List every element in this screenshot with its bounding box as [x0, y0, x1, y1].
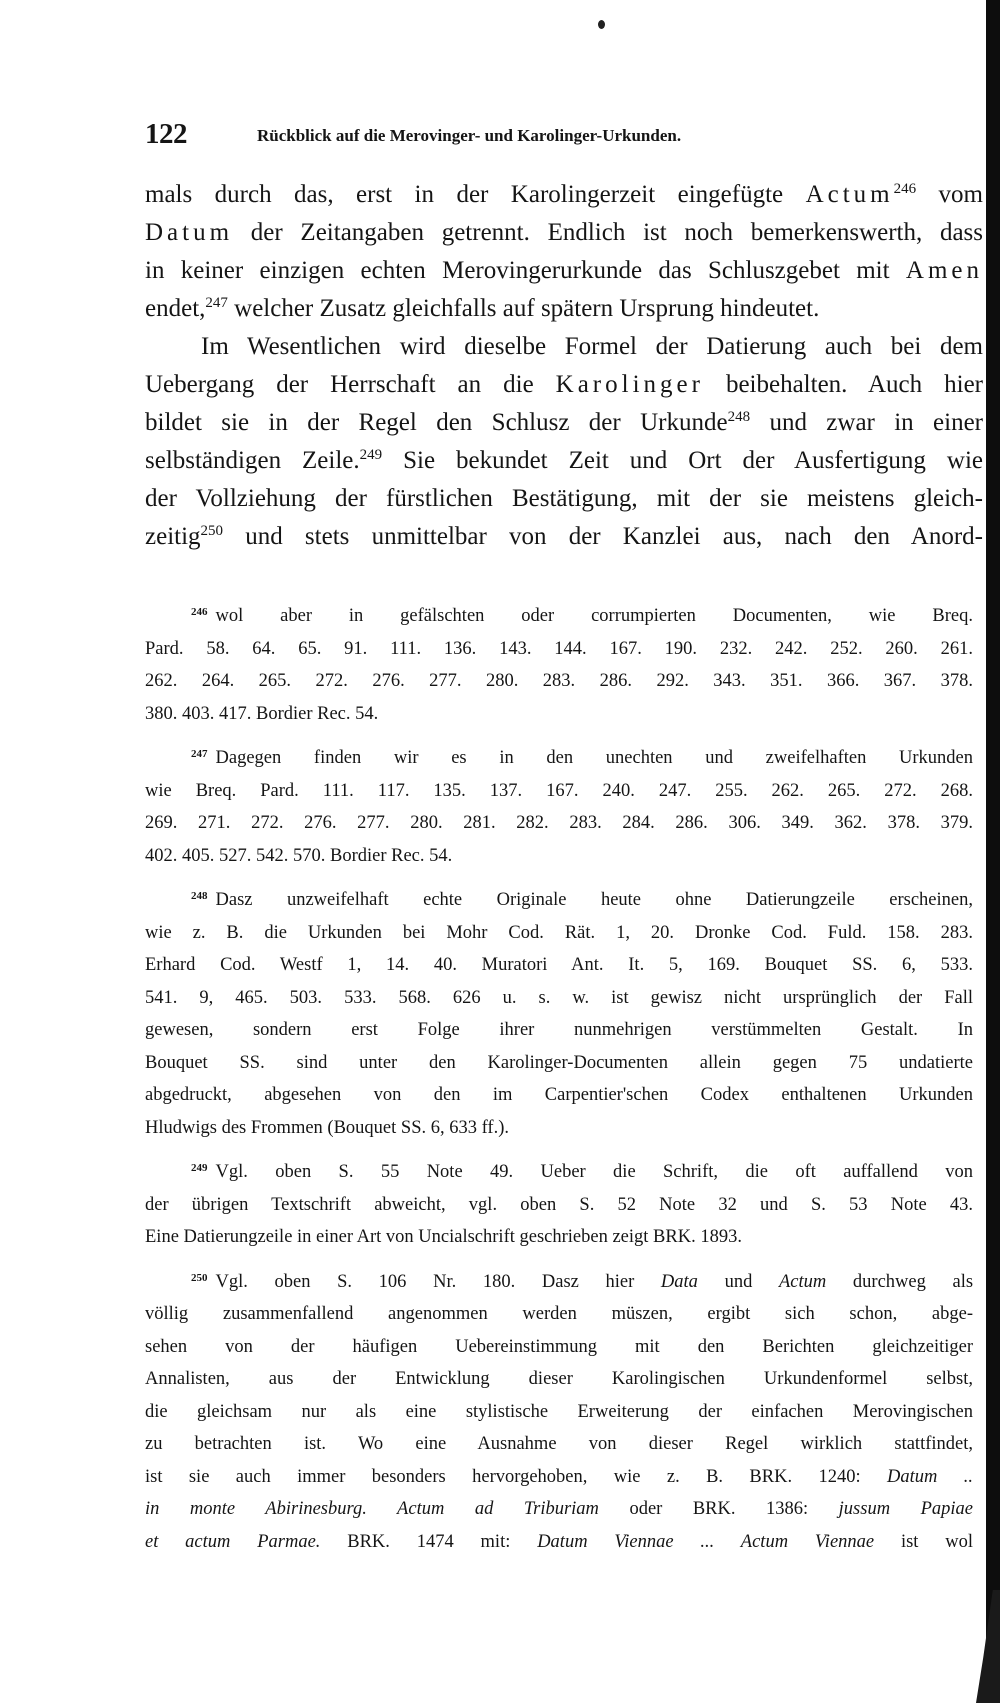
footnote-line: abgedruckt, abgesehen von den im Carpentier'schen Codex enthaltenen Urkunden	[145, 1085, 973, 1105]
text-line: zeitig$^{250}$ und stets unmittelbar von der Kanzlei aus, nach den Anord-	[145, 523, 984, 550]
footnote-line: 402. 405. 527. 542. 570. Bordier Rec. 54.	[145, 845, 453, 866]
footnote-line: wie z. B. die Urkunden bei Mohr Cod. Rät. 1, 20. Dronke Cod. Fuld. 158. 283.	[145, 922, 973, 943]
footnote-line: gewesen, sondern erst Folge ihrer nunmehrigen verstümmelten Gestalt. In	[145, 1020, 973, 1040]
main-text	[145, 176, 983, 556]
footnote-250	[145, 1266, 973, 1559]
page-edge-shadow	[986, 0, 1000, 1703]
footnote-249	[145, 1156, 973, 1254]
footnote-ref: 247	[205, 295, 228, 311]
footnote-line: in monte Abirinesburg. Actum ad Triburiam oder BRK. 1386: jussum Papiae	[145, 1499, 973, 1519]
footnote-line: $^{250}$ Vgl. oben S. 106 Nr. 180. Dasz hier Data und Actum durchweg als	[191, 1271, 974, 1292]
footnote-line: 380. 403. 417. Bordier Rec. 54.	[145, 703, 379, 724]
footnote-248	[145, 884, 973, 1144]
text-line: selbständigen Zeile.$^{249}$ Sie bekundet Zeit und Ort der Ausfertigung wie	[145, 447, 983, 474]
footnote-246	[145, 600, 973, 730]
footnote-line: völlig zusammenfallend angenommen werden müszen, ergibt sich schon, abge-	[145, 1304, 973, 1324]
footnote-ref: 249	[359, 447, 383, 463]
footnote-line: ist sie auch immer besonders hervorgehoben, wie z. B. BRK. 1240: Datum ..	[145, 1466, 973, 1487]
footnote-line: Eine Datierungzeile in einer Art von Uncialschrift geschrieben zeigt BRK. 1893.	[145, 1227, 742, 1247]
footnote-line: wie Breq. Pard. 111. 117. 135. 137. 167. 240. 247. 255. 262. 265. 272. 268.	[145, 780, 973, 801]
footnote-line: sehen von der häufigen Uebereinstimmung mit den Berichten gleichzeitiger	[145, 1336, 973, 1357]
text-line: der Vollziehung der fürstlichen Bestätigung, mit der sie meistens gleich-	[145, 485, 983, 512]
text-line: in keiner einzigen echten Merovingerurkunde das Schluszgebet mit Amen	[145, 257, 984, 284]
footnote-line: Pard. 58. 64. 65. 91. 111. 136. 143. 144. 167. 190. 232. 242. 252. 260. 261.	[145, 638, 973, 659]
footnote-line: 262. 264. 265. 272. 276. 277. 280. 283. 286. 292. 343. 351. 366. 367. 378.	[145, 671, 973, 691]
footnote-line: Annalisten, aus der Entwicklung dieser Karolingischen Urkundenformel selbst,	[145, 1369, 973, 1389]
footnotes	[145, 600, 973, 1570]
footnote-ref: 246	[893, 181, 917, 197]
footnote-number: 246	[191, 606, 208, 618]
running-head: Rückblick auf die Merovinger- und Karolinger-Urkunden.	[257, 126, 682, 145]
footnote-line: $^{248}$ Dasz unzweifelhaft echte Originale heute ohne Datierungzeile erscheinen,	[191, 890, 973, 910]
footnote-line: $^{249}$ Vgl. oben S. 55 Note 49. Ueber die Schrift, die oft auffallend von	[191, 1162, 973, 1182]
footnote-number: 249	[191, 1162, 208, 1174]
text-line: Uebergang der Herrschaft an die Karolinger beibehalten. Auch hier	[145, 371, 983, 398]
footnote-number: 250	[191, 1271, 208, 1284]
footnote-247	[145, 742, 973, 872]
footnote-line: $^{247}$ Dagegen finden wir es in den unechten und zweifelhaften Urkunden	[191, 748, 973, 768]
footnote-line: die gleichsam nur als eine stylistische Erweiterung der einfachen Merovingischen	[145, 1401, 973, 1422]
footnote-line: 269. 271. 272. 276. 277. 280. 281. 282. 283. 284. 286. 306. 349. 362. 378. 379.	[145, 813, 973, 833]
footnote-number: 247	[191, 748, 208, 760]
footnote-line: der übrigen Textschrift abweicht, vgl. oben S. 52 Note 32 und S. 53 Note 43.	[145, 1194, 973, 1215]
page-header	[145, 118, 975, 158]
footnote-line: zu betrachten ist. Wo eine Ausnahme von dieser Regel wirklich stattfindet,	[145, 1434, 973, 1454]
footnote-line: 541. 9, 465. 503. 533. 568. 626 u. s. w. ist gewisz nicht ursprünglich der Fall	[145, 987, 973, 1008]
footnote-line: $^{246}$ wol aber in gefälschten oder corrumpierten Documenten, wie Breq.	[191, 606, 973, 626]
footnote-ref: 248	[727, 409, 751, 425]
footnote-ref: 250	[200, 523, 224, 539]
footnote-line: Hludwigs des Frommen (Bouquet SS. 6, 633 ff.).	[145, 1117, 510, 1138]
text-line: Im Wesentlichen wird dieselbe Formel der Datierung auch bei dem	[201, 333, 983, 360]
footnote-line: et actum Parmae. BRK. 1474 mit: Datum Viennae ... Actum Viennae ist wol	[145, 1531, 974, 1552]
text-line: endet,$^{247}$ welcher Zusatz gleichfalls auf spätern Ursprung hindeutet.	[145, 295, 820, 322]
ink-dot	[598, 20, 605, 29]
footnote-line: Erhard Cod. Westf 1, 14. 40. Muratori Ant. It. 5, 169. Bouquet SS. 6, 533.	[145, 955, 973, 975]
footnote-line: Bouquet SS. sind unter den Karolinger-Documenten allein gegen 75 undatierte	[145, 1052, 973, 1073]
text-line: mals durch das, erst in der Karolingerzeit eingefügte Actum$^{246}$ vom	[145, 181, 983, 208]
text-line: Datum der Zeitangaben getrennt. Endlich ist noch bemerkenswerth, dass	[145, 219, 983, 246]
page-number: 122	[145, 118, 187, 150]
text-line: bildet sie in der Regel den Schlusz der Urkunde$^{248}$ und zwar in einer	[145, 409, 984, 436]
footnote-number: 248	[191, 890, 208, 902]
